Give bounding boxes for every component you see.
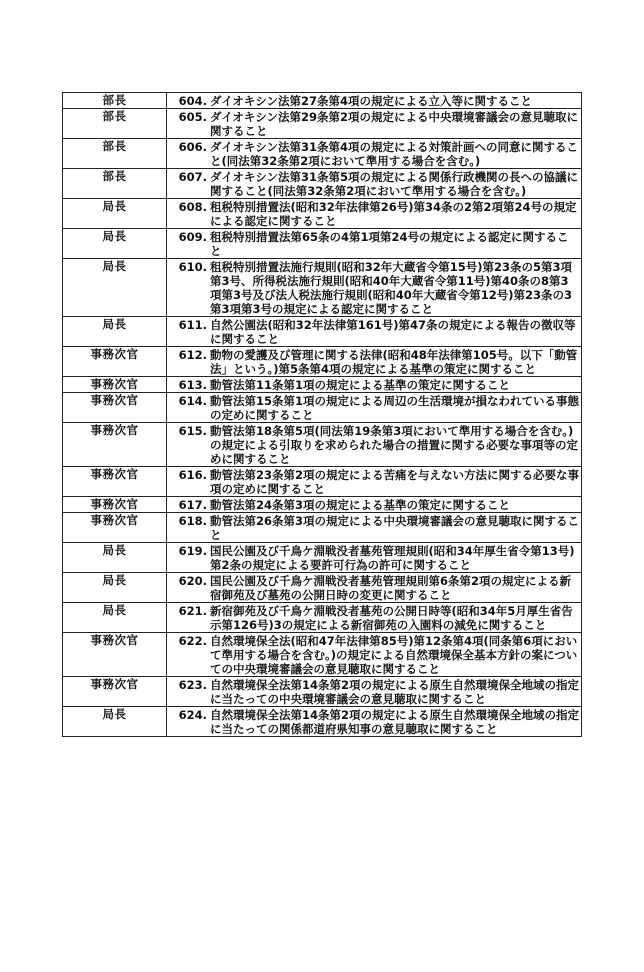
role-cell: 局長	[63, 317, 167, 347]
item-cell	[167, 109, 582, 139]
item-cell	[167, 259, 582, 317]
item-content	[167, 633, 581, 676]
role-cell: 局長	[63, 259, 167, 317]
item-text: 自然環境保全法第14条第2項の規定による原生自然環境保全地域の指定に当たっての関係都道府県知事の意見聴取に関すること	[210, 708, 580, 736]
item-cell	[167, 543, 582, 573]
role-cell: 局長	[63, 543, 167, 573]
item-text: 租税特別措置法施行規則(昭和32年大蔵省令第15号)第23条の5第3項第3号、所得税法施行規則(昭和40年大蔵省令第11号)第40条の8第3項第3号及び法人税法施行規則(昭和40年大蔵省令第12号)第23条の3第3項第3号の規定による認定に関すること	[210, 260, 573, 316]
item-content	[167, 603, 581, 632]
item-content	[167, 497, 581, 512]
item-text: 租税特別措置法(昭和32年法律第26号)第34条の2第2項第24号の規定による認定に関すること	[210, 200, 577, 228]
item-cell	[167, 467, 582, 497]
item-number: 613.	[178, 378, 207, 392]
item-cell	[167, 199, 582, 229]
table-row	[63, 467, 582, 497]
item-content	[167, 393, 581, 422]
table-row	[63, 513, 582, 543]
table-row	[63, 393, 582, 423]
item-cell	[167, 513, 582, 543]
item-content	[167, 169, 581, 198]
item-number: 620.	[178, 574, 207, 588]
role-cell: 事務次官	[63, 677, 167, 707]
item-cell	[167, 139, 582, 169]
item-content	[167, 423, 581, 466]
item-text: 自然環境保全法第14条第2項の規定による原生自然環境保全地域の指定に当たっての中央環境審議会の意見聴取に関すること	[210, 678, 580, 706]
table-row	[63, 199, 582, 229]
item-cell	[167, 603, 582, 633]
item-content	[167, 677, 581, 706]
item-cell	[167, 677, 582, 707]
item-cell	[167, 93, 582, 109]
item-cell	[167, 169, 582, 199]
table-row	[63, 347, 582, 377]
table-row	[63, 707, 582, 737]
item-text: 動管法第15条第1項の規定による周辺の生活環境が損なわれている事態の定めに関すること	[210, 394, 580, 422]
item-text: ダイオキシン法第29条第2項の規定による中央環境審議会の意見聴取に関すること	[210, 110, 579, 138]
item-text: 新宿御苑及び千鳥ケ淵戦没者墓苑の公開日時等(昭和34年5月厚生省告示第126号)3の規定による新宿御苑の入園料の減免に関すること	[210, 604, 573, 632]
table-row	[63, 603, 582, 633]
item-number: 624.	[178, 708, 207, 722]
item-content	[167, 707, 581, 736]
item-number: 611.	[178, 318, 207, 332]
table-row	[63, 497, 582, 513]
item-number: 604.	[178, 94, 207, 108]
authority-table	[62, 92, 582, 737]
item-number: 618.	[178, 514, 207, 528]
item-cell	[167, 229, 582, 259]
table-row	[63, 139, 582, 169]
item-number: 606.	[178, 140, 207, 154]
item-content	[167, 199, 581, 228]
item-number: 610.	[178, 260, 207, 274]
item-number: 612.	[178, 348, 207, 362]
table-row	[63, 677, 582, 707]
item-text: ダイオキシン法第31条第4項の規定による対策計画への同意に関すること(同法第32条第2項において準用する場合を含む。)	[210, 140, 579, 168]
table-row	[63, 93, 582, 109]
item-text: 自然公園法(昭和32年法律第161号)第47条の規定による報告の徴収等に関すること	[210, 318, 576, 346]
role-cell: 事務次官	[63, 497, 167, 513]
item-number: 614.	[178, 394, 207, 408]
item-number: 617.	[178, 498, 207, 512]
role-cell: 事務次官	[63, 377, 167, 393]
item-number: 608.	[178, 200, 207, 214]
role-cell: 事務次官	[63, 393, 167, 423]
item-text: 国民公園及び千鳥ケ淵戦没者墓苑管理規則(昭和34年厚生省令第13号)第2条の規定による要許可行為の許可に関すること	[210, 544, 575, 572]
item-text: ダイオキシン法第31条第5項の規定による関係行政機関の長への協議に関すること(同法第32条第2項において準用する場合を含む。)	[210, 170, 579, 198]
item-cell	[167, 317, 582, 347]
table-row	[63, 377, 582, 393]
item-content	[167, 93, 581, 108]
role-cell: 部長	[63, 139, 167, 169]
item-text: 自然環境保全法(昭和47年法律第85号)第12条第4項(同条第6項において準用する場合を含む。)の規定による自然環境保全基本方針の案についての中央環境審議会の意見聴取に関すること	[210, 634, 578, 676]
item-number: 622.	[178, 634, 207, 648]
item-cell	[167, 573, 582, 603]
item-content	[167, 467, 581, 496]
item-cell	[167, 497, 582, 513]
item-cell	[167, 393, 582, 423]
item-text: ダイオキシン法第27条第4項の規定による立入等に関すること	[210, 94, 533, 108]
item-number: 623.	[178, 678, 207, 692]
item-number: 615.	[178, 424, 207, 438]
item-content	[167, 543, 581, 572]
item-text: 国民公園及び千鳥ケ淵戦没者墓苑管理規則第6条第2項の規定による新宿御苑及び墓苑の公開日時の変更に関すること	[210, 574, 571, 602]
item-content	[167, 139, 581, 168]
role-cell: 局長	[63, 199, 167, 229]
item-number: 621.	[178, 604, 207, 618]
role-cell: 事務次官	[63, 633, 167, 677]
item-number: 616.	[178, 468, 207, 482]
table-body	[63, 93, 582, 737]
item-cell	[167, 347, 582, 377]
item-content	[167, 513, 581, 542]
table-row	[63, 109, 582, 139]
item-content	[167, 109, 581, 138]
item-number: 609.	[178, 230, 207, 244]
table-row	[63, 259, 582, 317]
table-row	[63, 423, 582, 467]
item-text: 動物の愛護及び管理に関する法律(昭和48年法律第105号。以下「動管法」という。)第5条第4項の規定による基準の策定に関すること	[210, 348, 578, 376]
item-content	[167, 347, 581, 376]
item-number: 607.	[178, 170, 207, 184]
role-cell: 局長	[63, 573, 167, 603]
role-cell: 局長	[63, 229, 167, 259]
role-cell: 部長	[63, 93, 167, 109]
role-cell: 事務次官	[63, 513, 167, 543]
role-cell: 事務次官	[63, 467, 167, 497]
table-row	[63, 317, 582, 347]
item-content	[167, 259, 581, 316]
item-content	[167, 317, 581, 346]
item-cell	[167, 633, 582, 677]
table-row	[63, 633, 582, 677]
item-cell	[167, 377, 582, 393]
role-cell: 部長	[63, 169, 167, 199]
item-text: 動管法第23条第2項の規定による苦痛を与えない方法に関する必要な事項の定めに関すること	[210, 468, 580, 496]
role-cell: 事務次官	[63, 347, 167, 377]
role-cell: 局長	[63, 603, 167, 633]
item-number: 619.	[178, 544, 207, 558]
item-cell	[167, 707, 582, 737]
table-row	[63, 229, 582, 259]
item-content	[167, 573, 581, 602]
item-cell	[167, 423, 582, 467]
item-text: 租税特別措置法第65条の4第1項第24号の規定による認定に関すること	[210, 230, 569, 258]
role-cell: 事務次官	[63, 423, 167, 467]
item-text: 動管法第18条第5項(同法第19条第3項において準用する場合を含む。)の規定による引取りを求められた場合の措置に関する必要な事項等の定めに関すること	[210, 424, 578, 466]
item-text: 動管法第11条第1項の規定による基準の策定に関すること	[210, 378, 511, 392]
item-text: 動管法第26条第3項の規定による中央環境審議会の意見聴取に関すること	[210, 514, 580, 542]
table-row	[63, 573, 582, 603]
table-row	[63, 543, 582, 573]
item-number: 605.	[178, 110, 207, 124]
role-cell: 局長	[63, 707, 167, 737]
item-text: 動管法第24条第3項の規定による基準の策定に関すること	[210, 498, 511, 512]
item-content	[167, 377, 581, 392]
item-content	[167, 229, 581, 258]
table-row	[63, 169, 582, 199]
role-cell: 部長	[63, 109, 167, 139]
